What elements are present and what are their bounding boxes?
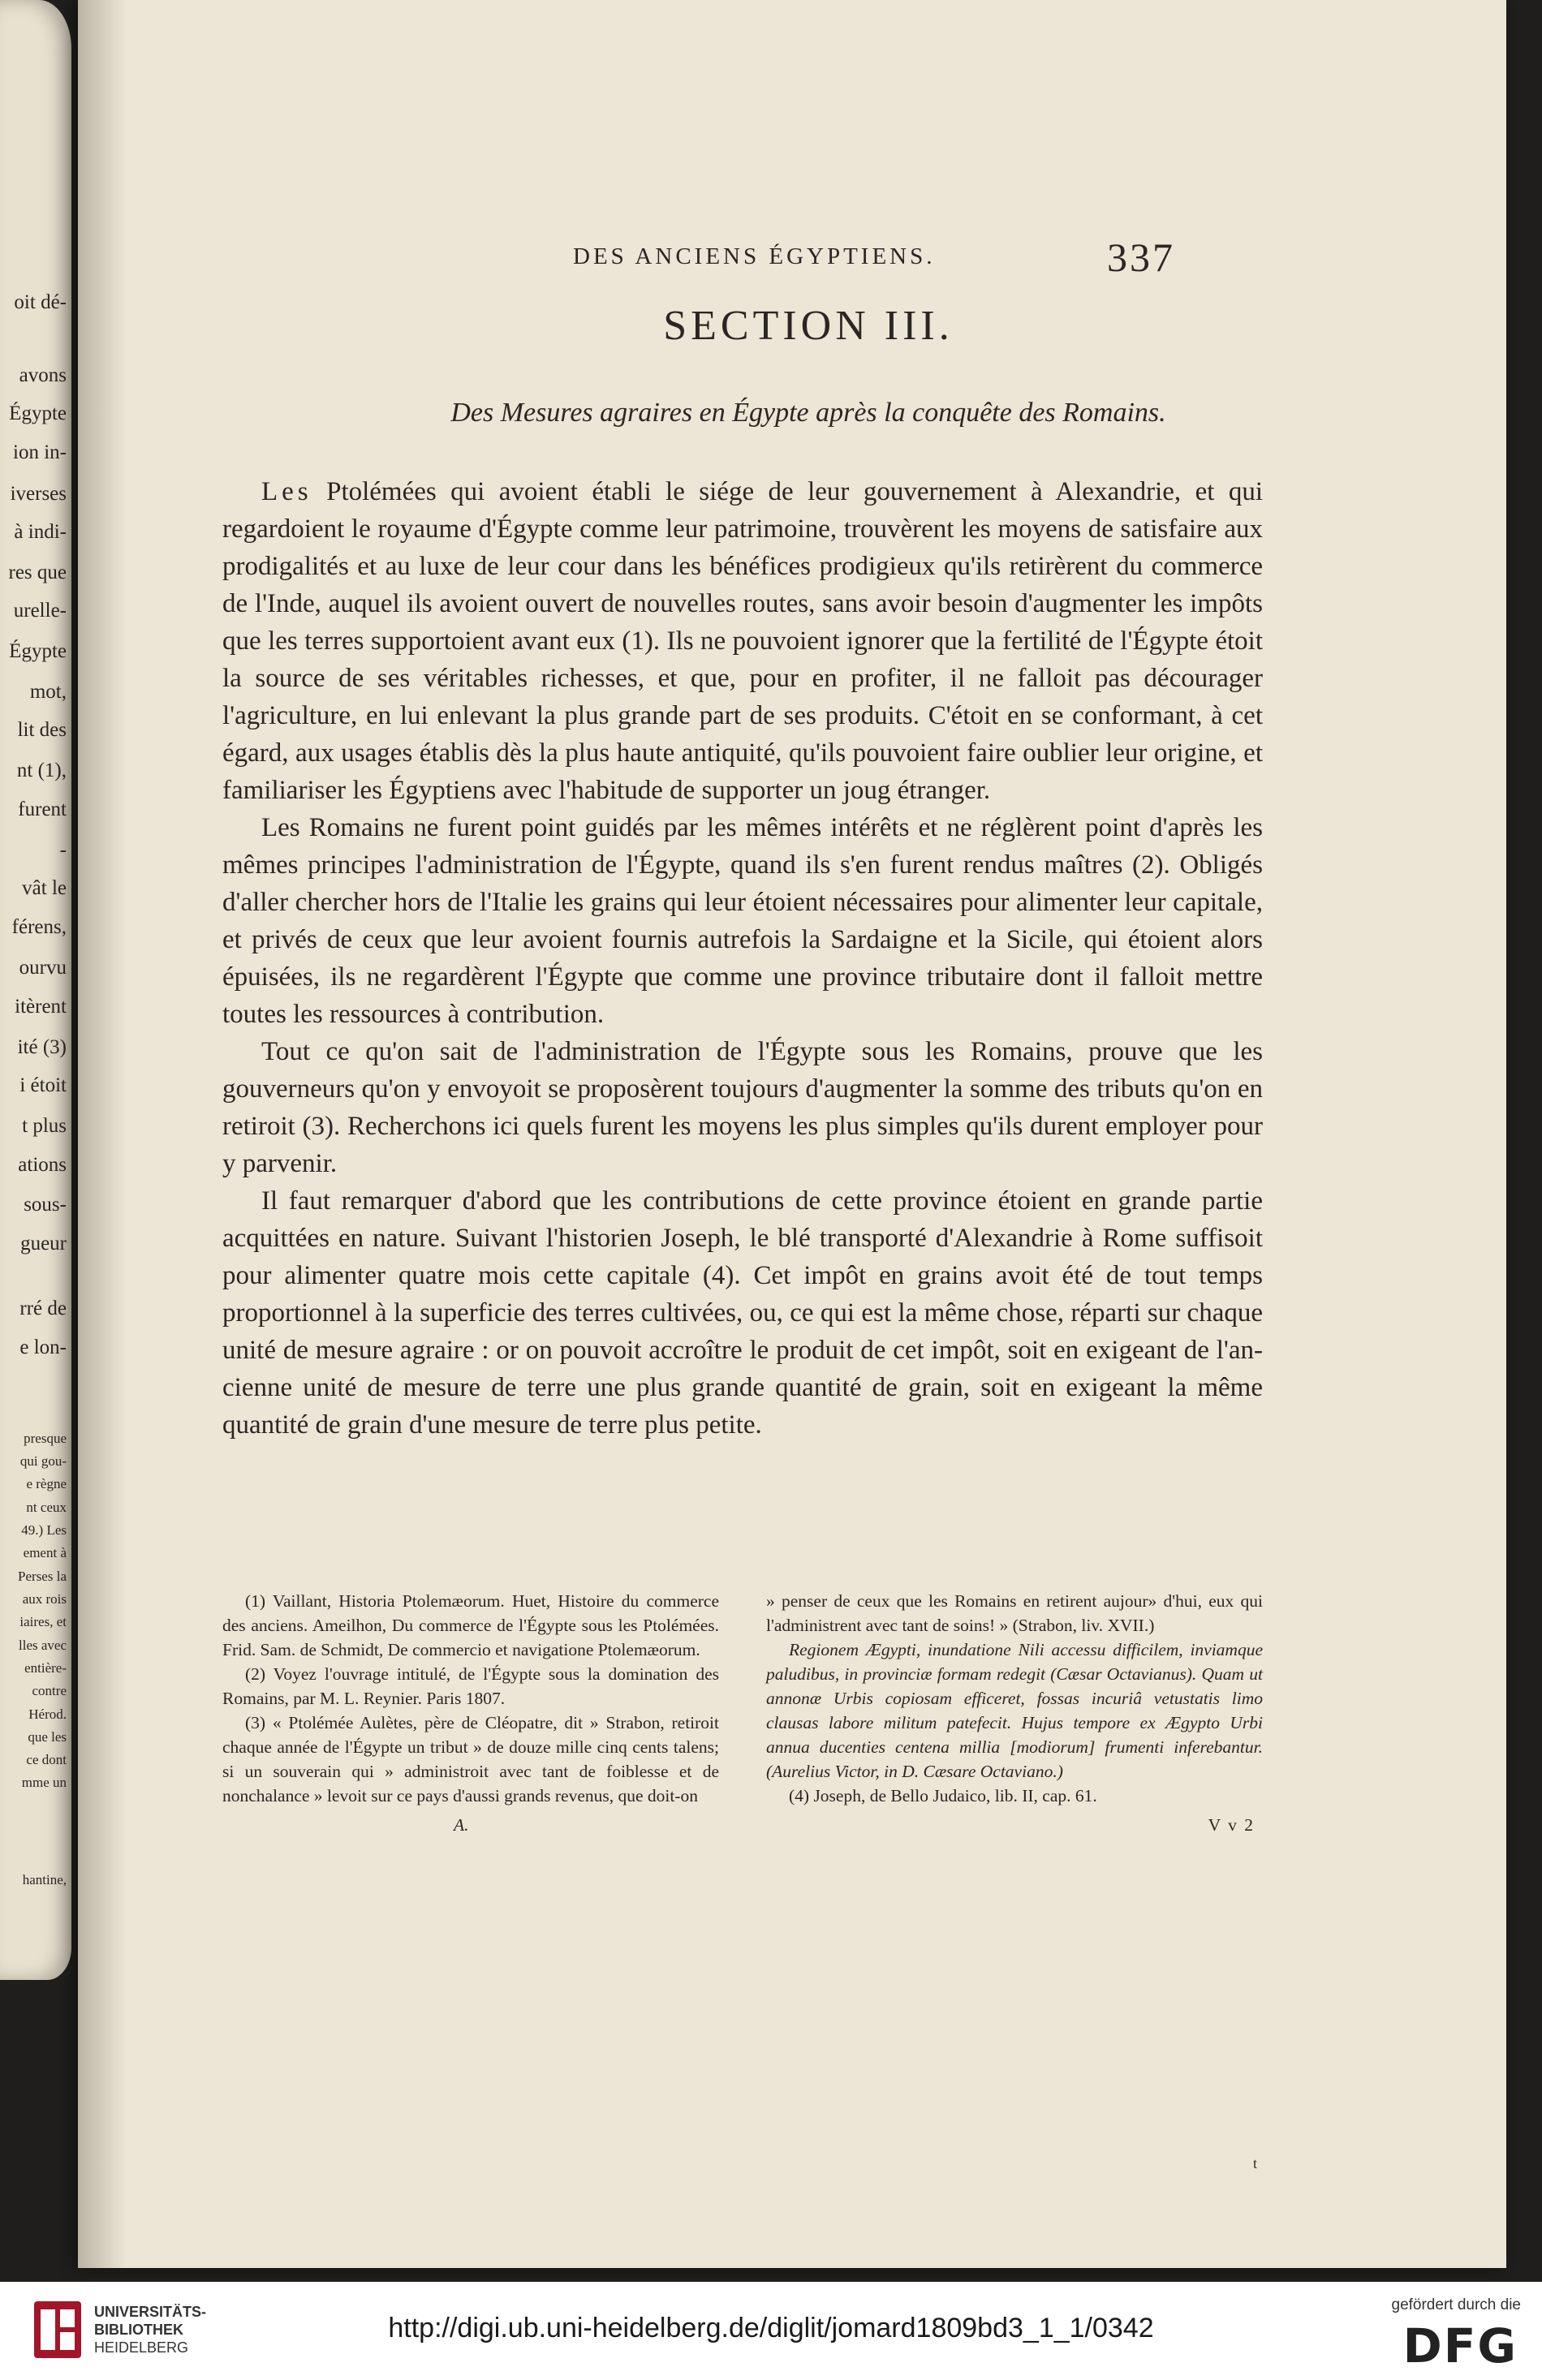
previous-page-text-fragment: urelle- [13,600,67,622]
previous-page-text-fragment: e règne [26,1476,67,1491]
previous-page-text-fragment: itèrent [15,996,67,1018]
paragraph [222,1182,1263,1444]
previous-page-edge [0,0,71,1980]
previous-page-text-fragment: lit des [17,719,67,741]
section-title: SECTION III. [663,303,954,349]
library-name-line: BIBLIOTHEK [94,2322,183,2338]
previous-page-text-fragment: sous- [24,1194,67,1216]
running-head: DES ANCIENS ÉGYPTIENS. [573,243,936,269]
previous-page-text-fragment: rré de [19,1298,67,1319]
document-page [78,0,1506,2268]
paragraph-text: Les Romains ne furent point guidés par les mêmes intérêts et ne réglèrent point d'après les mêmes principes l'administration de l'Égypte, quand ils s'en furent rendus maîtres (2). Obligés d'aller chercher hors de l'Italie les grains qui leur étoient nécessaires pour alimenter leur capitale, et privés de ceux que leur avoient fournis autrefois la Sardaigne et la Sicile, qui étoient alors épuisées, ils ne regardèrent l'Égypte que comme une province tributaire dont il falloit mettre toutes les ressources à contribution. [222,813,1263,1029]
previous-page-text-fragment: ce dont [26,1752,67,1767]
footnote-1: (1) Vaillant, Historia Ptolemæorum. Huet, Histoire du commerce des anciens. Ameilhon, Du commerce de l'Égypte sous les Ptolémées. Frid. Sam. de Schmidt, De commercio et navigatione Ptolemæorum. [222,1591,719,1659]
previous-page-text-fragment: à indi- [14,521,67,543]
previous-page-text-fragment: Hérod. [28,1706,67,1722]
page-mark: t [1253,2155,1258,2171]
previous-page-text-fragment: e lon- [19,1336,67,1358]
library-name-line: HEIDELBERG [94,2339,189,2356]
previous-page-text-fragment: mme un [21,1775,67,1790]
paragraph-lead: Les [261,477,312,506]
previous-page-text-fragment: 49.) Les [21,1522,67,1538]
previous-page-text-fragment: res que [8,562,67,583]
footnote-4: (4) Joseph, de Bello Judaico, lib. II, cap. 61. [789,1786,1097,1805]
paragraph-text: Il faut remarquer d'abord que les contributions de cette province étoient en grande partie acquittées en nature. Suivant l'historien Joseph, le blé transporté d'Alexandrie à Rome suffisoit pour alimenter quatre mois cette capitale (4). Cet impôt en grains avoit été de tout temps proportionnel à la superficie des terres cultivées, ou, ce qui est la même chose, réparti sur chaque unité de mesure agraire : or on pouvoit accroître le produit de cet impôt, soit en exigeant de l'ancienne unité de mesure de terre une plus grande quantité de grain, soit en exigeant la même quantité de grain d'une mesure de terre plus petite. [222,1186,1263,1440]
section-subtitle: Des Mesures agraires en Égypte après la conquête des Romains. [450,398,1166,428]
page-number: 337 [1107,235,1175,280]
previous-page-text-fragment: ourvu [19,957,67,979]
previous-page-text-fragment: hantine, [22,1872,67,1887]
previous-page-text-fragment: iaires, et [19,1614,67,1629]
previous-page-text-fragment: - [59,839,67,861]
paragraph-text: Ptolémées qui avoient établi le siége de leur gouvernement à Alexandrie, et qui regardoient le royaume d'Égypte comme leur patrimoine, trouvèrent les moyens de satisfaire aux prodigalités et au luxe de leur cour dans les bénéfices prodigieux qu'ils retirèrent du commerce de l'Inde, auquel ils avoient ouvert de nouvelles routes, sans avoir besoin d'augmenter les impôts que les terres supportoient avant eux (1). Ils ne pouvoient ignorer que la fertilité de l'Égypte étoit la source de ses véritables richesses, et que, pour en profiter, il ne falloit pas décourager l'agriculture, en lui enlevant la plus grande part de ses produits. C'étoit en se conformant, à cet égard, aux usages établis dès la plus haute antiquité, qu'ils pouvoient faire oublier leur origine, et familiariser les Égyptiens avec l'habitude de supporter un joug étranger. [222,477,1263,805]
previous-page-text-fragment: ement à [23,1545,67,1560]
previous-page-text-fragment: ations [18,1154,67,1176]
previous-page-text-fragment: entière- [24,1660,67,1676]
footnotes [222,1589,1263,1837]
previous-page-text-fragment: qui gou- [19,1453,67,1469]
previous-page-text-fragment: vât le [22,877,67,899]
paragraph [222,1033,1263,1182]
footnote-column-right [766,1589,1263,1837]
previous-page-text-fragment: oit dé- [14,291,67,313]
previous-page-text-fragment: t plus [22,1115,67,1137]
previous-page-text-fragment: nt (1), [16,760,67,781]
library-name-line: UNIVERSITÄTS- [94,2304,207,2320]
dfg-logo: DFG [1402,2318,1518,2374]
previous-page-text-fragment: nt ceux [26,1500,67,1515]
funder-caption: gefördert durch die [1391,2296,1521,2313]
previous-page-text-fragment: gueur [20,1233,67,1255]
body-text [222,473,1263,1444]
previous-page-text-fragment: avons [19,364,67,386]
previous-page-text-fragment: ion in- [13,441,67,463]
footnote-3-latin: Regionem Ægypti, inundatione Nili accessu difficilem, inviamque paludibus, in provinciæ formam redegit (Cæsar Octavianus). Quam ut annonæ Urbis copiosam efficeret, fossas incuriâ vetustatis limo clausas labore militum patefecit. Hujus tempore ex Ægypto Urbi annua ducenties centena millia [modiorum] frumenti inferebantur. (Aurelius Victor, in D. Cæsare Octaviano.) [766,1640,1263,1781]
footnote-column-left [222,1589,719,1837]
previous-page-text-fragment: aux rois [22,1591,67,1607]
previous-page-text-fragment: furent [18,798,67,820]
previous-page-text-fragment: Égypte [9,402,67,424]
footnote-2: (2) Voyez l'ouvrage intitulé, de l'Égypte sous la domination des Romains, par M. L. Reynier. Paris 1807. [222,1664,719,1708]
paragraph-text: Tout ce qu'on sait de l'administration de l'Égypte sous les Romains, prouve que les gouverneurs qu'on y envoyoit se proposèrent toujours d'augmenter la somme des tributs qu'on en retiroit (3). Recherchons ici quels furent les moyens les plus simples qu'ils durent employer pour y parvenir. [222,1037,1263,1178]
previous-page-text-fragment: contre [32,1683,67,1698]
previous-page-text-fragment: lles avec [19,1638,67,1653]
previous-page-text-fragment: Perses la [18,1569,67,1584]
previous-page-text-fragment: mot, [29,681,67,703]
footnote-3-continued: » penser de ceux que les Romains en retirent aujour» d'hui, eux qui l'administrent avec tant de soins! » (Strabon, liv. XVII.) [766,1591,1263,1635]
signature-mark: A. [454,1815,469,1835]
paragraph [222,473,1263,809]
previous-page-text-fragment: iverses [10,483,67,505]
footer-bar [0,2282,1542,2380]
previous-page-text-fragment: ité (3) [17,1036,67,1058]
previous-page-text-fragment: i étoit [19,1074,67,1096]
footnote-3: (3) « Ptolémée Aulètes, père de Cléopatre, dit » Strabon, retiroit chaque année de l'Égypte un tribut » de douze mille cinq cents talens; si un souverain qui » administroit avec tant de foiblesse et de nonchalance » levoit sur ce pays d'aussi grands revenus, que doit-on [222,1713,719,1805]
previous-page-text-fragment: que les [28,1729,67,1745]
previous-page-text-fragment: presque [24,1431,67,1446]
paragraph [222,809,1263,1033]
previous-page-text-fragment: férens, [11,916,67,938]
permalink[interactable]: http://digi.ub.uni-heidelberg.de/diglit/jomard1809bd3_1_1/0342 [388,2313,1154,2343]
gathering-signature: V v 2 [1208,1815,1255,1835]
previous-page-text-fragment: Égypte [9,640,67,662]
